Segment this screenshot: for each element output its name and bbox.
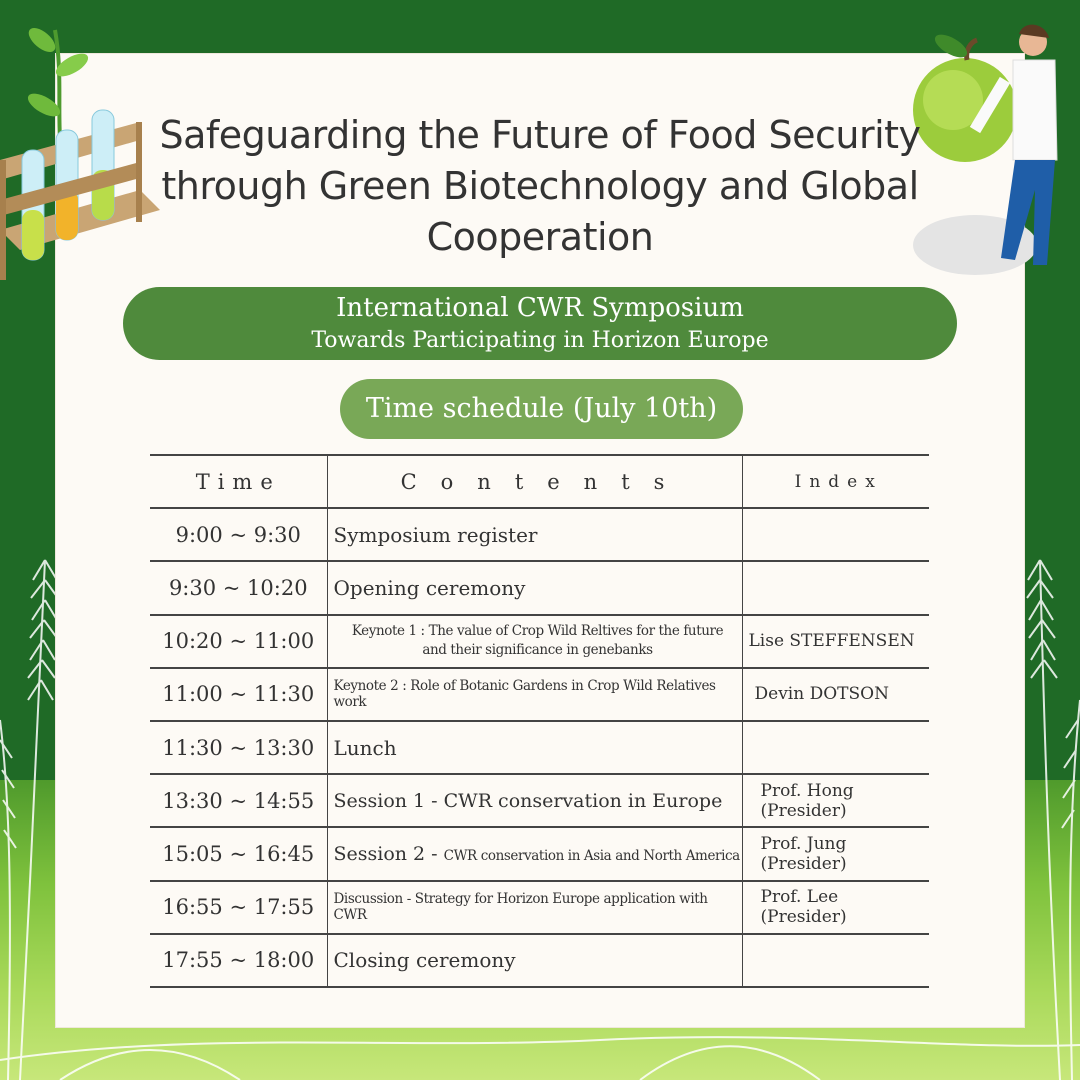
row-time: 13:30 ~ 14:55 <box>150 774 327 827</box>
header-contents: Contents <box>327 455 742 508</box>
row-time: 17:55 ~ 18:00 <box>150 934 327 987</box>
person-carrying-apple-icon <box>905 20 1075 280</box>
row-content-line-2: and their significance in genebanks <box>422 642 653 659</box>
row-content: Closing ceremony <box>327 934 742 987</box>
row-index <box>742 508 929 561</box>
table-row <box>150 508 929 561</box>
table-row <box>150 881 929 934</box>
test-tube-rack-icon <box>0 10 170 290</box>
row-content: Keynote 2 : Role of Botanic Gardens in Crop Wild Relatives work <box>327 668 742 721</box>
table-header-row <box>150 455 929 508</box>
row-index <box>742 721 929 774</box>
table-row <box>150 721 929 774</box>
row-content-small: CWR conservation in Asia and North America <box>443 847 740 864</box>
page-title: Safeguarding the Future of Food Security through Green Biotechnology and Global Cooperation <box>159 113 921 259</box>
row-content: Session 1 - CWR conservation in Europe <box>327 774 742 827</box>
banner-line-2: Towards Participating in Horizon Europe <box>311 328 769 353</box>
row-content: Opening ceremony <box>327 561 742 614</box>
row-time: 9:00 ~ 9:30 <box>150 508 327 561</box>
row-content: Lunch <box>327 721 742 774</box>
table-row <box>150 561 929 614</box>
row-content: Discussion - Strategy for Horizon Europe application with CWR <box>327 881 742 934</box>
row-content <box>327 827 742 880</box>
schedule-table <box>150 454 929 988</box>
row-content-main: Session 2 - <box>333 842 444 865</box>
table-row <box>150 615 929 668</box>
symposium-banner <box>123 287 957 360</box>
header-index: Index <box>742 455 929 508</box>
table-row <box>150 934 929 987</box>
schedule-title: Time schedule (July 10th) <box>340 379 743 439</box>
row-time: 16:55 ~ 17:55 <box>150 881 327 934</box>
row-time: 9:30 ~ 10:20 <box>150 561 327 614</box>
row-index: Prof. Lee (Presider) <box>742 881 929 934</box>
header-time: Time <box>150 455 327 508</box>
row-content: Symposium register <box>327 508 742 561</box>
table-row <box>150 668 929 721</box>
row-index: Prof. Jung (Presider) <box>742 827 929 880</box>
row-index <box>742 934 929 987</box>
row-time: 11:30 ~ 13:30 <box>150 721 327 774</box>
table-row <box>150 827 929 880</box>
row-content-line-1: Keynote 1 : The value of Crop Wild Reltives for the future <box>351 623 724 640</box>
row-time: 10:20 ~ 11:00 <box>150 615 327 668</box>
row-index: Devin DOTSON <box>742 668 929 721</box>
row-index <box>742 561 929 614</box>
row-index: Prof. Hong (Presider) <box>742 774 929 827</box>
row-time: 15:05 ~ 16:45 <box>150 827 327 880</box>
row-content <box>327 615 742 668</box>
row-time: 11:00 ~ 11:30 <box>150 668 327 721</box>
row-index: Lise STEFFENSEN <box>742 615 929 668</box>
banner-line-1: International CWR Symposium <box>336 293 744 323</box>
table-row <box>150 774 929 827</box>
